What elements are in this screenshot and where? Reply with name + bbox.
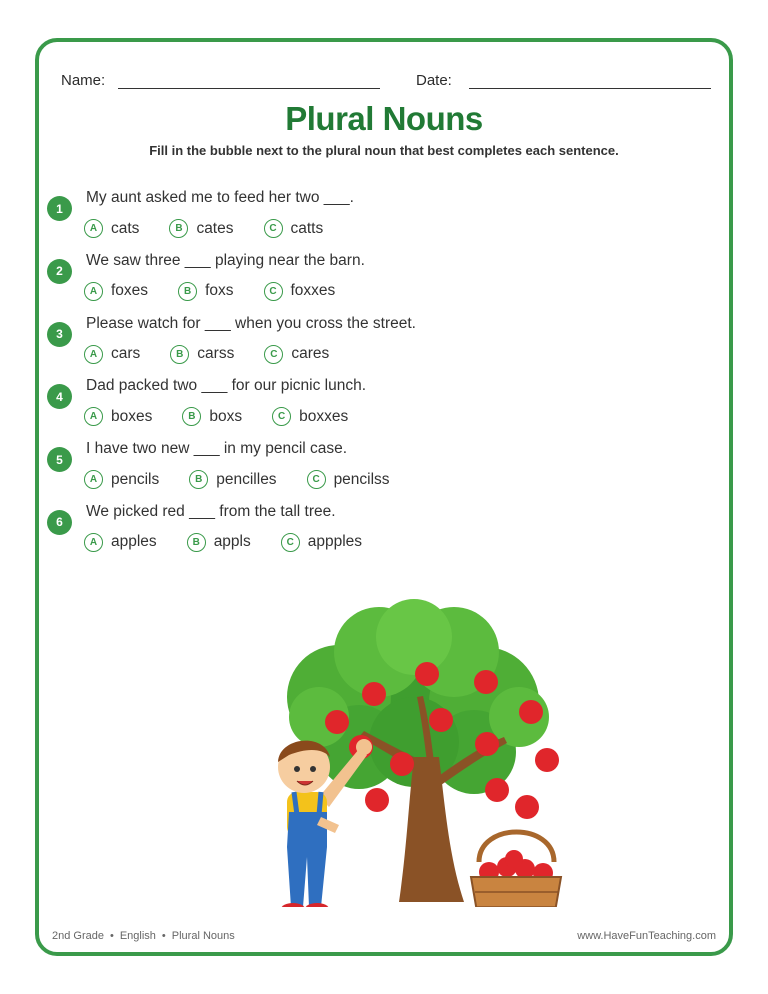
option-text: pencils bbox=[111, 470, 160, 488]
option-a[interactable] bbox=[84, 470, 159, 489]
answer-options bbox=[84, 533, 392, 552]
answer-options bbox=[84, 407, 378, 426]
question-1 bbox=[47, 186, 707, 249]
answer-bubble-c[interactable]: C bbox=[264, 282, 283, 301]
question-text: Please watch for ___ when you cross the street. bbox=[86, 314, 416, 332]
question-text: My aunt asked me to feed her two ___. bbox=[86, 189, 354, 206]
footer-topic: Plural Nouns bbox=[171, 930, 235, 942]
footer-subject: English bbox=[119, 930, 156, 942]
question-text: I have two new ___ in my pencil case. bbox=[86, 440, 348, 458]
option-text: pencilles bbox=[216, 470, 277, 488]
answer-bubble-b[interactable]: B bbox=[189, 470, 208, 489]
option-a[interactable] bbox=[84, 282, 148, 301]
option-text: appples bbox=[307, 533, 363, 551]
option-b[interactable] bbox=[189, 470, 276, 489]
instructions: Fill in the bubble next to the plural noun that best completes each sentence. bbox=[149, 143, 619, 158]
option-c[interactable] bbox=[272, 407, 348, 426]
answer-bubble-b[interactable]: B bbox=[170, 345, 189, 364]
answer-options bbox=[84, 470, 420, 489]
question-text: Dad packed two ___ for our picnic lunch. bbox=[86, 377, 367, 395]
answer-bubble-a[interactable]: A bbox=[84, 407, 103, 426]
option-b[interactable] bbox=[187, 533, 251, 552]
name-date-row bbox=[61, 72, 707, 94]
option-b[interactable] bbox=[182, 407, 242, 426]
option-text: appls bbox=[213, 533, 251, 551]
answer-bubble-c[interactable]: C bbox=[307, 470, 326, 489]
footer-breadcrumb: 2nd Grade • English • Plural Nouns bbox=[52, 930, 235, 942]
question-number-badge: 5 bbox=[47, 447, 72, 472]
option-text: cares bbox=[291, 345, 330, 363]
option-b[interactable] bbox=[169, 219, 233, 238]
answer-bubble-b[interactable]: B bbox=[187, 533, 206, 552]
answer-options bbox=[84, 345, 359, 364]
name-label: Name: bbox=[61, 72, 106, 89]
footer-grade: 2nd Grade bbox=[52, 930, 104, 942]
boy-icon bbox=[278, 739, 372, 907]
worksheet bbox=[35, 38, 733, 956]
question-number-badge: 6 bbox=[47, 510, 72, 535]
option-a[interactable] bbox=[84, 219, 139, 238]
answer-bubble-a[interactable]: A bbox=[84, 219, 103, 238]
option-a[interactable] bbox=[84, 533, 157, 552]
question-number-badge: 1 bbox=[47, 196, 72, 221]
option-a[interactable] bbox=[84, 345, 140, 364]
question-3 bbox=[47, 312, 707, 375]
date-field-line[interactable] bbox=[469, 88, 711, 89]
option-text: cars bbox=[111, 345, 141, 363]
option-text: boxxes bbox=[299, 407, 349, 425]
option-text: apples bbox=[111, 533, 157, 551]
question-text: We picked red ___ from the tall tree. bbox=[86, 502, 336, 520]
option-text: pencilss bbox=[333, 470, 390, 488]
date-label: Date: bbox=[416, 72, 452, 89]
answer-bubble-b[interactable]: B bbox=[169, 219, 188, 238]
option-c[interactable] bbox=[264, 219, 324, 238]
option-c[interactable] bbox=[264, 345, 329, 364]
question-number-badge: 2 bbox=[47, 259, 72, 284]
question-number-badge: 3 bbox=[47, 322, 72, 347]
answer-bubble-c[interactable]: C bbox=[264, 345, 283, 364]
answer-bubble-a[interactable]: A bbox=[84, 470, 103, 489]
option-c[interactable] bbox=[264, 282, 336, 301]
option-text: foxxes bbox=[290, 282, 336, 300]
apple-basket-icon bbox=[471, 832, 561, 907]
answer-bubble-a[interactable]: A bbox=[84, 533, 103, 552]
option-b[interactable] bbox=[178, 282, 233, 301]
question-6 bbox=[47, 500, 707, 563]
option-c[interactable] bbox=[281, 533, 362, 552]
answer-bubble-c[interactable]: C bbox=[272, 407, 291, 426]
apple-tree-illustration bbox=[209, 597, 569, 907]
option-b[interactable] bbox=[170, 345, 234, 364]
option-text: boxs bbox=[209, 407, 243, 425]
question-5 bbox=[47, 437, 707, 500]
question-4 bbox=[47, 374, 707, 437]
answer-bubble-b[interactable]: B bbox=[182, 407, 201, 426]
option-text: cates bbox=[196, 219, 234, 237]
answer-bubble-a[interactable]: A bbox=[84, 282, 103, 301]
answer-options bbox=[84, 219, 353, 238]
option-text: cats bbox=[111, 219, 140, 237]
question-2 bbox=[47, 249, 707, 312]
footer-website[interactable]: www.HaveFunTeaching.com bbox=[577, 930, 716, 942]
option-a[interactable] bbox=[84, 407, 152, 426]
option-c[interactable] bbox=[307, 470, 390, 489]
option-text: foxs bbox=[205, 282, 234, 300]
option-text: catts bbox=[290, 219, 324, 237]
option-text: carss bbox=[197, 345, 235, 363]
answer-bubble-c[interactable]: C bbox=[264, 219, 283, 238]
question-list bbox=[47, 186, 707, 563]
question-text: We saw three ___ playing near the barn. bbox=[86, 251, 365, 269]
option-text: boxes bbox=[111, 407, 153, 425]
page-title: Plural Nouns bbox=[285, 100, 483, 137]
answer-bubble-a[interactable]: A bbox=[84, 345, 103, 364]
answer-options bbox=[84, 282, 365, 301]
answer-bubble-c[interactable]: C bbox=[281, 533, 300, 552]
option-text: foxes bbox=[111, 282, 149, 300]
answer-bubble-b[interactable]: B bbox=[178, 282, 197, 301]
name-field-line[interactable] bbox=[118, 88, 380, 89]
question-number-badge: 4 bbox=[47, 384, 72, 409]
